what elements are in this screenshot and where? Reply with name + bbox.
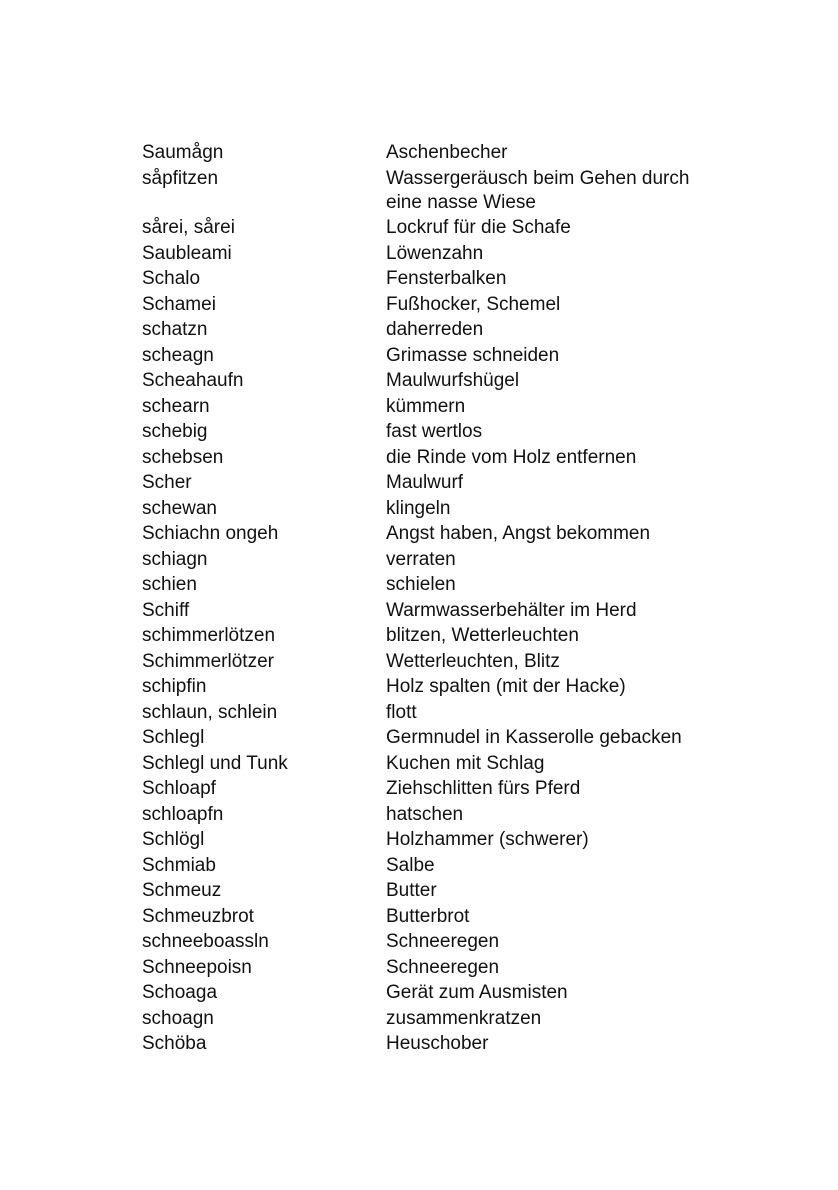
glossary-entry — [142, 930, 722, 954]
glossary-entry — [142, 624, 722, 648]
glossary-entry — [142, 650, 722, 674]
glossary-entry — [142, 1032, 722, 1056]
glossary-entry — [142, 905, 722, 929]
glossary-entry — [142, 573, 722, 597]
entry-meaning: verraten — [386, 548, 456, 570]
entry-term: schewan — [142, 497, 217, 519]
glossary-entry — [142, 216, 722, 240]
entry-term: schiagn — [142, 548, 208, 570]
entry-meaning: Gerät zum Ausmisten — [386, 982, 568, 1003]
entry-meaning: fast wertlos — [386, 421, 483, 442]
entry-meaning: schielen — [386, 574, 456, 595]
entry-meaning: Fußhocker, Schemel — [386, 293, 561, 315]
entry-term: Schoaga — [142, 982, 218, 1003]
entry-term: Schimmerlötzer — [142, 650, 274, 672]
entry-meaning: Fensterbalken — [386, 268, 507, 289]
glossary-list — [142, 141, 722, 1058]
entry-meaning: hatschen — [386, 803, 464, 825]
entry-term: sårei, sårei — [142, 217, 235, 238]
entry-meaning: blitzen, Wetterleuchten — [386, 625, 579, 646]
entry-term: schimmerlötzen — [142, 625, 276, 646]
entry-meaning: kümmern — [386, 395, 466, 417]
glossary-entry — [142, 803, 722, 827]
entry-term: schipfin — [142, 676, 207, 697]
glossary-entry — [142, 446, 722, 470]
entry-meaning: klingeln — [386, 497, 451, 519]
entry-term: Schamei — [142, 293, 216, 315]
entry-term: scheagn — [142, 344, 214, 366]
entry-term: Schloapf — [142, 778, 216, 799]
entry-meaning: Ziehschlitten fürs Pferd — [386, 778, 581, 799]
glossary-entry — [142, 344, 722, 368]
glossary-entry — [142, 395, 722, 419]
glossary-entry — [142, 522, 722, 546]
entry-meaning: daherreden — [386, 319, 484, 340]
glossary-entry — [142, 293, 722, 317]
entry-term: Scher — [142, 472, 192, 493]
glossary-entry — [142, 675, 722, 699]
entry-meaning: Wassergeräusch beim Gehen durch eine nasse Wiese — [386, 167, 690, 213]
glossary-entry — [142, 981, 722, 1005]
entry-meaning: Maulwurfshügel — [386, 370, 520, 391]
entry-meaning: Löwenzahn — [386, 242, 484, 264]
glossary-entry — [142, 956, 722, 980]
entry-term: Schlögl — [142, 829, 205, 850]
glossary-entry — [142, 854, 722, 878]
glossary-entry — [142, 599, 722, 623]
entry-term: Saumågn — [142, 142, 224, 163]
entry-term: schearn — [142, 395, 210, 417]
glossary-entry — [142, 701, 722, 725]
entry-term: Schiachn ongeh — [142, 523, 279, 544]
entry-term: Schalo — [142, 268, 201, 289]
entry-term: schlaun, schlein — [142, 701, 278, 723]
entry-meaning: Schneeregen — [386, 956, 500, 978]
glossary-entry — [142, 420, 722, 444]
entry-term: schebsen — [142, 446, 224, 468]
entry-meaning: Holzhammer (schwerer) — [386, 829, 589, 850]
entry-meaning: Maulwurf — [386, 472, 464, 493]
entry-meaning: Warmwasserbehälter im Herd — [386, 599, 637, 621]
entry-term: schien — [142, 574, 197, 595]
entry-term: Saubleami — [142, 242, 232, 264]
glossary-entry — [142, 242, 722, 266]
entry-meaning: Angst haben, Angst bekommen — [386, 523, 651, 544]
glossary-entry — [142, 828, 722, 852]
entry-term: Schmiab — [142, 854, 216, 876]
entry-meaning: Wetterleuchten, Blitz — [386, 650, 560, 672]
entry-meaning: Kuchen mit Schlag — [386, 752, 545, 774]
glossary-entry — [142, 369, 722, 393]
entry-meaning: Holz spalten (mit der Hacke) — [386, 676, 626, 697]
entry-term: Scheahaufn — [142, 370, 244, 391]
entry-term: Schiff — [142, 599, 190, 621]
entry-meaning: Germnudel in Kasserolle gebacken — [386, 727, 682, 748]
entry-term: Schmeuz — [142, 880, 222, 901]
entry-meaning: Schneeregen — [386, 931, 500, 952]
entry-meaning: flott — [386, 701, 417, 723]
entry-meaning: zusammenkratzen — [386, 1007, 542, 1029]
entry-meaning: Butterbrot — [386, 905, 470, 927]
entry-term: Schneepoisn — [142, 956, 252, 978]
entry-meaning: Heuschober — [386, 1033, 489, 1054]
glossary-entry — [142, 471, 722, 495]
entry-meaning: die Rinde vom Holz entfernen — [386, 446, 637, 468]
entry-term: schloapfn — [142, 803, 224, 825]
glossary-entry — [142, 777, 722, 801]
entry-term: schneeboassln — [142, 931, 269, 952]
entry-term: Schmeuzbrot — [142, 905, 254, 927]
entry-term: Schlegl — [142, 727, 205, 748]
glossary-entry — [142, 752, 722, 776]
entry-meaning: Salbe — [386, 854, 435, 876]
glossary-entry — [142, 726, 722, 750]
entry-term: schatzn — [142, 319, 208, 340]
glossary-entry — [142, 879, 722, 903]
glossary-entry — [142, 497, 722, 521]
entry-meaning: Grimasse schneiden — [386, 344, 560, 366]
entry-term: schebig — [142, 421, 208, 442]
glossary-entry — [142, 318, 722, 342]
entry-meaning: Lockruf für die Schafe — [386, 217, 571, 238]
entry-term: Schlegl und Tunk — [142, 752, 288, 774]
entry-term: Schöba — [142, 1033, 207, 1054]
glossary-entry — [142, 141, 722, 165]
entry-meaning: Aschenbecher — [386, 142, 508, 163]
glossary-entry — [142, 1007, 722, 1031]
glossary-entry — [142, 267, 722, 291]
entry-meaning: Butter — [386, 880, 437, 901]
glossary-entry — [142, 548, 722, 572]
entry-term: såpfitzen — [142, 167, 219, 189]
entry-term: schoagn — [142, 1007, 214, 1029]
glossary-entry — [142, 167, 722, 215]
